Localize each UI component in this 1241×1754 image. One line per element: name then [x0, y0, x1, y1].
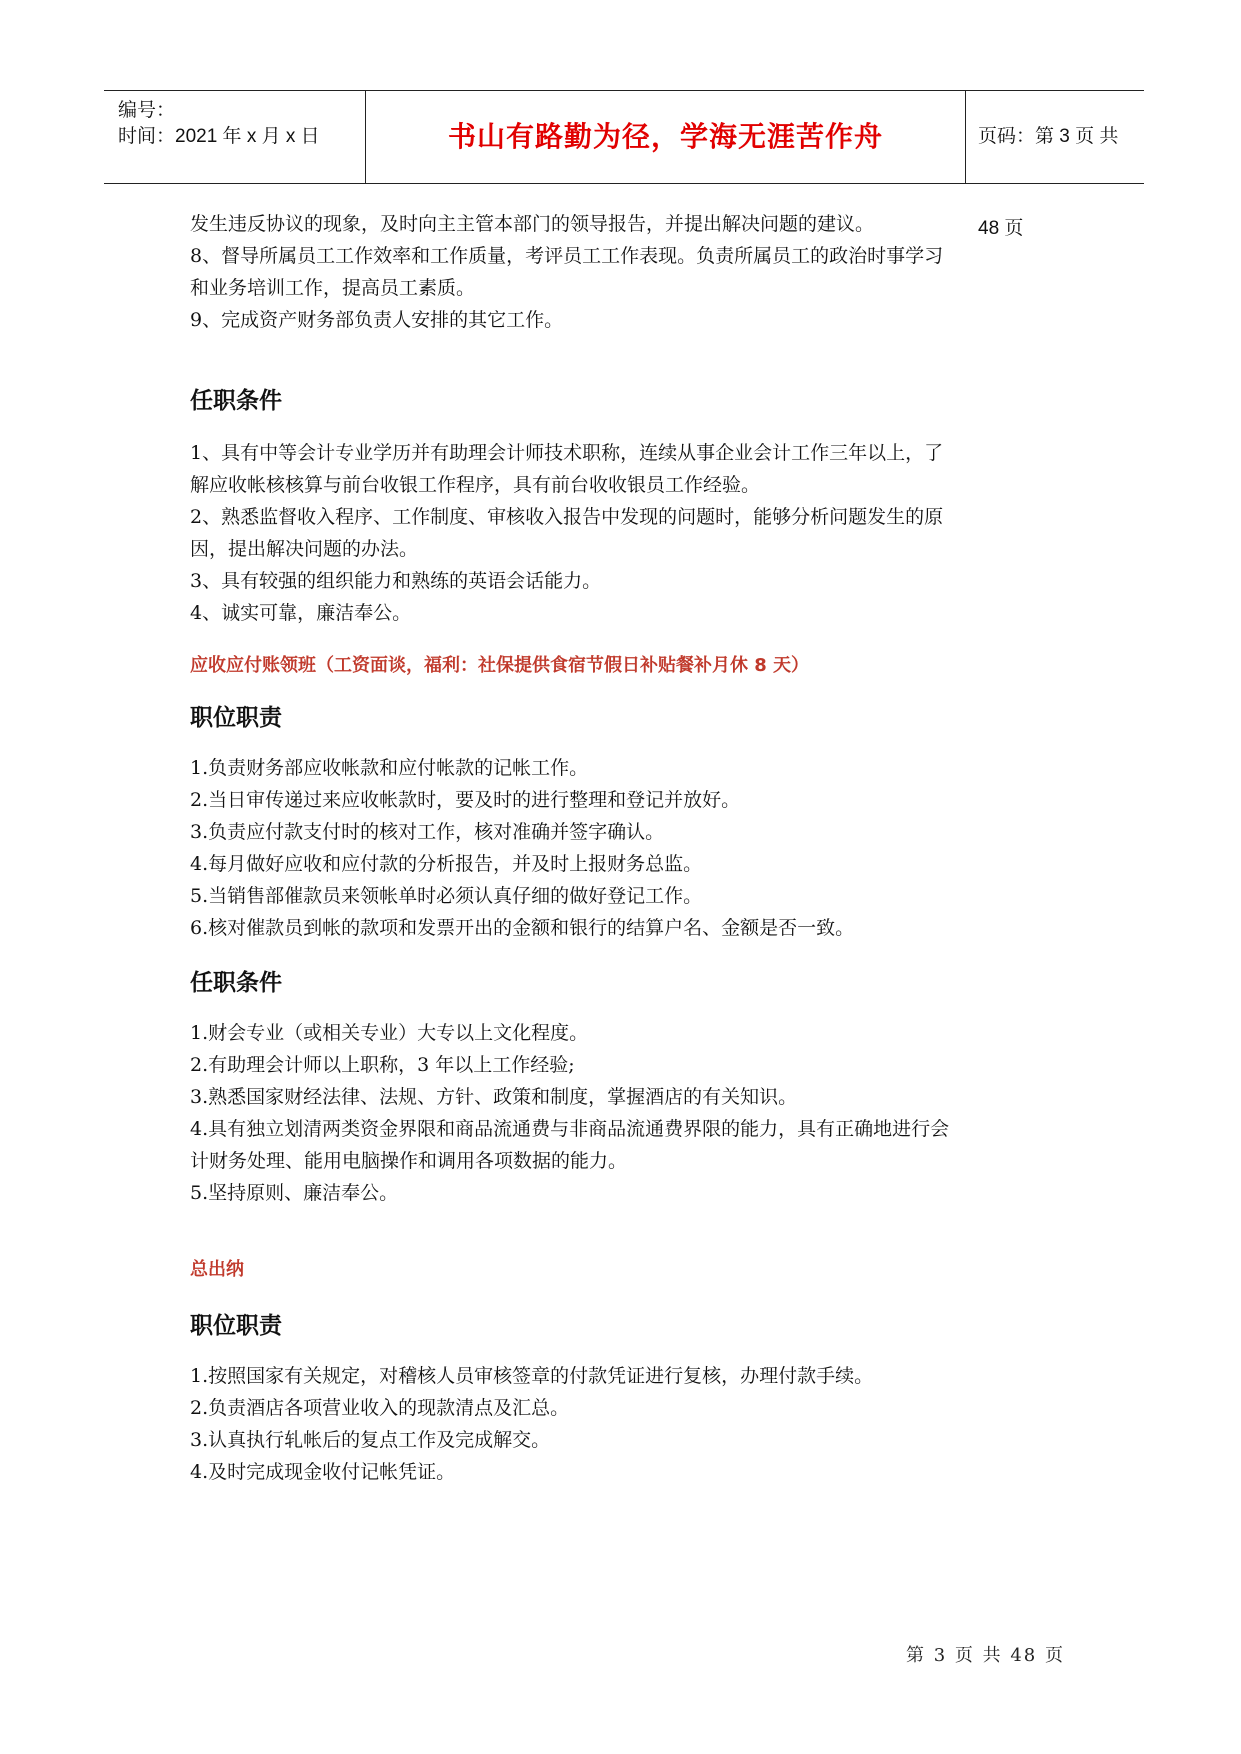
- header-meta: [104, 91, 366, 183]
- requirement-item: 1.财会专业（或相关专业）大专以上文化程度。: [190, 1022, 589, 1044]
- page-footer: 第 3 页 共 48 页: [906, 1645, 1065, 1666]
- header-page-number: 页码：第 3 页 共 48 页: [978, 126, 1119, 239]
- requirement-item: 计财务处理、能用电脑操作和调用各项数据的能力。: [190, 1150, 628, 1172]
- duty-item: 3.认真执行轧帐后的复点工作及完成解交。: [190, 1429, 551, 1451]
- requirement-item: 2.有助理会计师以上职称，3 年以上工作经验;: [190, 1054, 575, 1076]
- duty-item: 2.当日审传递过来应收帐款时，要及时的进行整理和登记并放好。: [190, 789, 741, 811]
- requirement-line: 解应收帐核核算与前台收银工作程序，具有前台收收银员工作经验。: [190, 474, 761, 496]
- requirement-line: 2、熟悉监督收入程序、工作制度、审核收入报告中发现的问题时，能够分析问题发生的原: [190, 506, 944, 528]
- body-line: 9、完成资产财务部负责人安排的其它工作。: [190, 309, 564, 331]
- duty-item: 4.及时完成现金收付记帐凭证。: [190, 1461, 456, 1483]
- job-title-ar-ap-supervisor: 应收应付账领班（工资面谈，福利：社保提供食宿节假日补贴餐补月休 8 天）: [190, 655, 810, 676]
- body-line: 发生违反协议的现象，及时向主主管本部门的领导报告，并提出解决问题的建议。: [190, 213, 875, 235]
- duty-item: 1.负责财务部应收帐款和应付帐款的记帐工作。: [190, 757, 589, 779]
- job-title-chief-cashier: 总出纳: [190, 1259, 244, 1280]
- duty-item: 2.负责酒店各项营业收入的现款清点及汇总。: [190, 1397, 570, 1419]
- body-line: 和业务培训工作，提高员工素质。: [190, 277, 476, 299]
- section-heading-requirements: 任职条件: [190, 388, 282, 414]
- section-heading-requirements: 任职条件: [190, 970, 282, 996]
- time-label: 时间：2021 年 x 月 x 日: [118, 126, 320, 147]
- number-label: 编号：: [118, 100, 176, 121]
- duty-item: 5.当销售部催款员来领帐单时必须认真仔细的做好登记工作。: [190, 885, 703, 907]
- duty-item: 1.按照国家有关规定，对稽核人员审核签章的付款凭证进行复核，办理付款手续。: [190, 1365, 874, 1387]
- requirement-item: 4.具有独立划清两类资金界限和商品流通费与非商品流通费界限的能力，具有正确地进行会: [190, 1118, 950, 1140]
- requirement-line: 1、具有中等会计专业学历并有助理会计师技术职称，连续从事企业会计工作三年以上，了: [190, 442, 944, 464]
- requirement-line: 3、具有较强的组织能力和熟练的英语会话能力。: [190, 570, 602, 592]
- header-motto: 书山有路勤为径，学海无涯苦作舟: [366, 91, 966, 183]
- requirement-item: 5.坚持原则、廉洁奉公。: [190, 1182, 399, 1204]
- duty-item: 4.每月做好应收和应付款的分析报告，并及时上报财务总监。: [190, 853, 703, 875]
- requirement-item: 3.熟悉国家财经法律、法规、方针、政策和制度，掌握酒店的有关知识。: [190, 1086, 798, 1108]
- duty-item: 3.负责应付款支付时的核对工作，核对准确并签字确认。: [190, 821, 665, 843]
- section-heading-duties: 职位职责: [190, 1313, 282, 1339]
- document-body: [190, 208, 1070, 1488]
- body-line: 8、督导所属员工工作效率和工作质量，考评员工工作表现。负责所属员工的政治时事学习: [190, 245, 944, 267]
- duty-item: 6.核对催款员到帐的款项和发票开出的金额和银行的结算户名、金额是否一致。: [190, 917, 855, 939]
- requirement-line: 因，提出解决问题的办法。: [190, 538, 419, 560]
- requirement-line: 4、诚实可靠，廉洁奉公。: [190, 602, 412, 624]
- section-heading-duties: 职位职责: [190, 705, 282, 731]
